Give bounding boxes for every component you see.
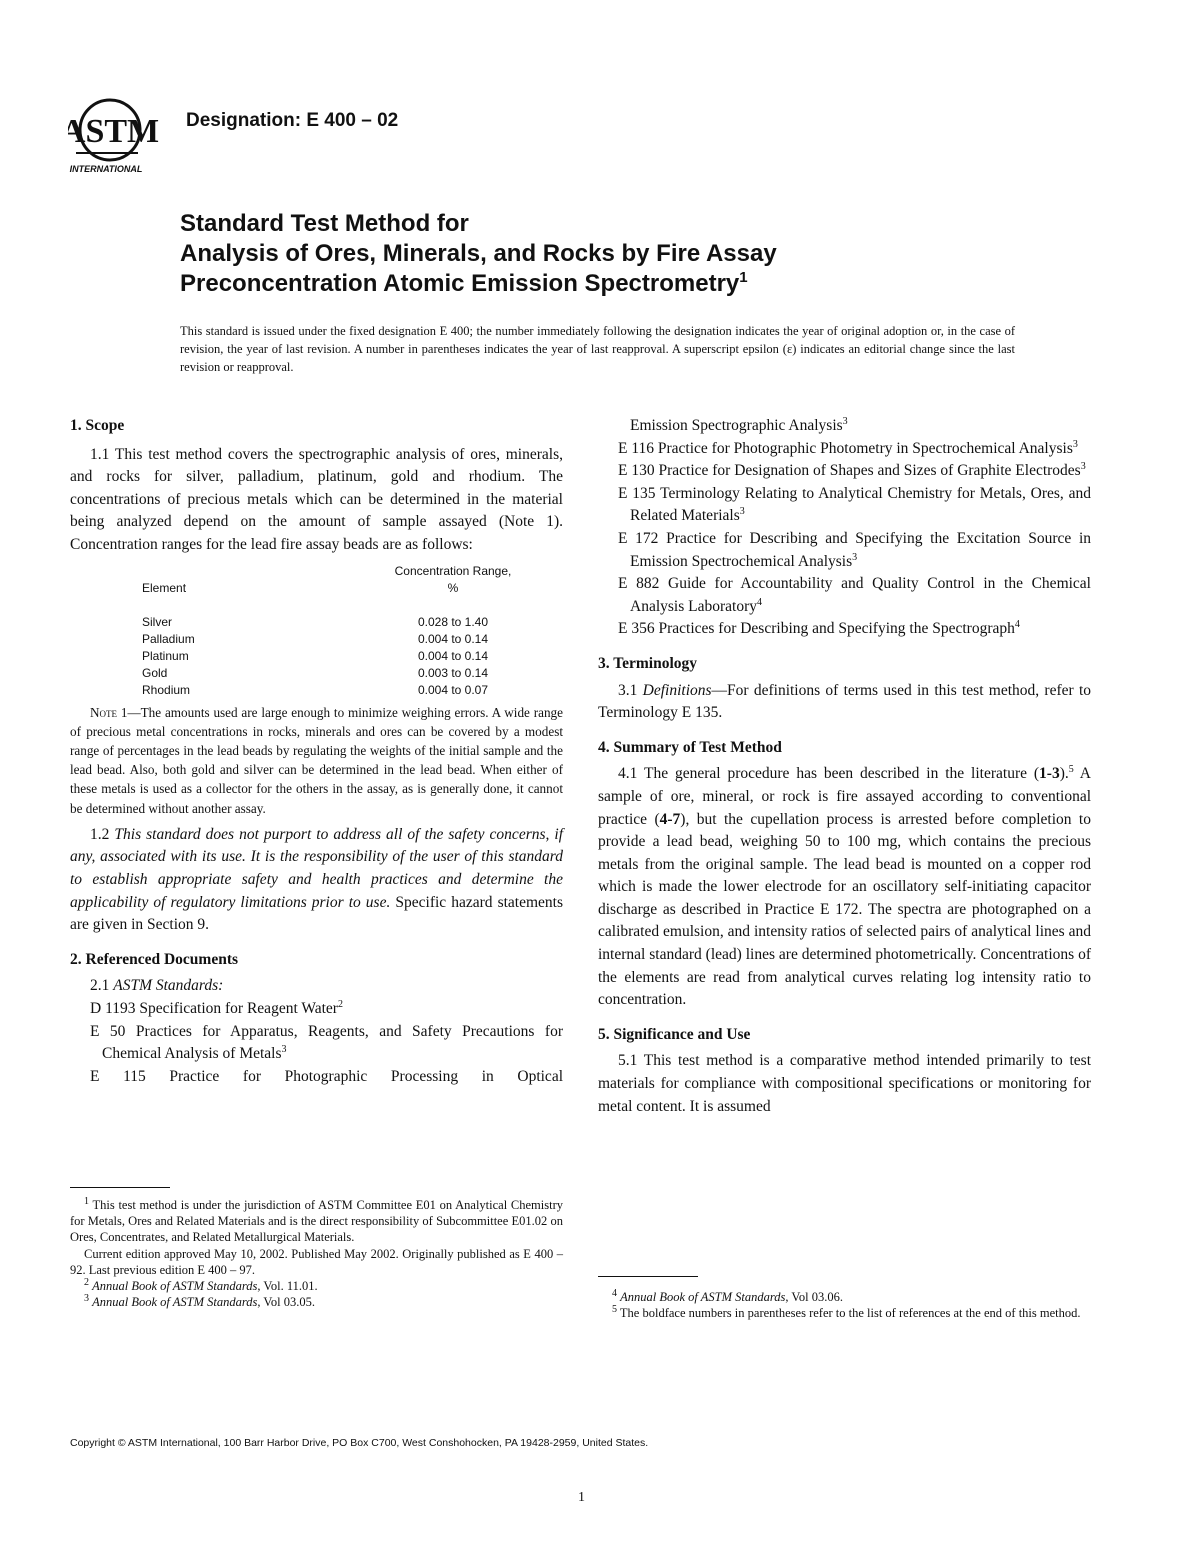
footnote-5: $^5$ The boldface numbers in parentheses refer to the list of references at the end of this method. (612, 1304, 1081, 1321)
section-heading-scope: 1. Scope (70, 417, 125, 434)
document-title (180, 209, 777, 299)
safety-statement: This standard does not purport to address all of the safety concerns, if any, associated with its use. It is the responsibility of the user of this standard to establish appropriate safety and health practices and determine the applicability of regulatory limitations prior to use. (70, 825, 564, 911)
table-cell-range: 0.004 to 0.14 (417, 648, 489, 663)
table-cell-element: Silver (142, 614, 173, 629)
title-line-3: Preconcentration Atomic Emission Spectrometry$^1$ (180, 269, 748, 297)
ref-e130: E 130 Practice for Designation of Shapes and Sizes of Graphite Electrodes$^3$ (618, 461, 1086, 480)
footnote-4: $^4$ Annual Book of ASTM Standards, Vol 03.06. (612, 1287, 843, 1304)
logo-subtext: INTERNATIONAL (69, 164, 143, 174)
table-header-element: Element (142, 580, 187, 595)
table-cell-range: 0.004 to 0.07 (417, 682, 489, 697)
standard-preamble: This standard is issued under the fixed designation E 400; the number immediately following the designation indicates the year of original adoption or, in the case of revision, the year of last revision. A number in parentheses indicates the year of last reapproval. A superscript epsilon (ε) indicates an editorial change since the last revision or reapproval. (180, 324, 1015, 374)
paragraph-1-2: 1.2 This standard does not purport to address all of the safety concerns, if any, associated with its use. It is the responsibility of the user of this standard to establish appropriate safety and health practices and determine the applicability of regulatory limitations prior to use. Specific hazard statements are given in Section 9. (70, 825, 564, 934)
title-line-1: Standard Test Method for (180, 210, 469, 237)
footnote-3: $^3$ Annual Book of ASTM Standards, Vol 03.05. (84, 1293, 315, 1310)
ref-e115-continued: Emission Spectrographic Analysis$^3$ (630, 415, 848, 434)
table-cell-element: Rhodium (142, 682, 191, 697)
ref-e116: E 116 Practice for Photographic Photometry in Spectrochemical Analysis$^3$ (618, 438, 1078, 457)
astm-logo (68, 94, 172, 176)
section-heading-significance: 5. Significance and Use (598, 1025, 751, 1043)
paragraph-5-1: 5.1 This test method is a comparative method intended primarily to test materials for compliance with compositional specifications or monitoring for metal content. It is assumed (598, 1052, 1091, 1115)
table-row (142, 631, 518, 648)
note-text: —The amounts used are large enough to minimize weighing errors. A wide range of precious metal concentrations in rocks, minerals and ores can be covered by a modest range of percentages in the lead beads by regulating the weights of the initial sample and the lead bead. Also, both gold and silver can be determined in the lead bead. When either of these metals is used as a collector for the others in the assay, as is generally done, it cannot be determined without another assay. (70, 704, 563, 816)
table-cell-range: 0.004 to 0.14 (417, 631, 489, 646)
ref-d1193: D 1193 Specification for Reagent Water$^2$ (90, 998, 343, 1017)
ref-e356: E 356 Practices for Describing and Specifying the Spectrograph$^4$ (618, 619, 1020, 638)
table-header-percent: % (447, 580, 459, 595)
table-row (142, 614, 518, 631)
section-heading-summary: 4. Summary of Test Method (598, 738, 782, 756)
right-column (598, 415, 1091, 1118)
paragraph-1-1: 1.1 This test method covers the spectrographic analysis of ores, minerals, and rocks for silver, palladium, platinum, gold and rhodium. The concentrations of precious metals which can be determined in the material being analyzed depend on the amount of sample assayed (Note 1). Concentration ranges for the lead fire assay beads are as follows: (70, 445, 563, 553)
copyright-notice: Copyright © ASTM International, 100 Barr Harbor Drive, PO Box C700, West Conshohocken, PA 19428-2959, United States. (70, 1437, 649, 1449)
page-number: 1 (578, 1490, 585, 1505)
paragraph-3-1: 3.1 Definitions—For definitions of terms used in this test method, refer to Terminology E 135. (598, 681, 1092, 722)
table-cell-element: Platinum (142, 648, 189, 663)
footnote-1-current-edition: Current edition approved May 10, 2002. Published May 2002. Originally published as E 400 – 92. Last previous edition E 400 – 97. (70, 1246, 563, 1277)
title-line-2: Analysis of Ores, Minerals, and Rocks by Fire Assay (180, 240, 777, 267)
table-cell-range: 0.028 to 1.40 (417, 614, 489, 629)
section-heading-referenced-documents: 2. Referenced Documents (70, 950, 239, 968)
table-row (142, 665, 518, 682)
note-label: Note 1 (90, 704, 128, 720)
footnote-rule-right (598, 1276, 698, 1277)
title-footnote-mark: 1 (739, 269, 748, 286)
footnote-1: $^1$ This test method is under the jurisdiction of ASTM Committee E01 on Analytical Chemistry for Metals, Ores and Related Materials and is the direct responsibility of Subcommittee E01.02 on Ores, Concentrates, and Related Metallurgical Materials. (70, 1195, 563, 1245)
ref-e115: E 115 Practice for Photographic Processing in Optical (90, 1067, 563, 1085)
paragraph-2-1: 2.1 ASTM Standards: (90, 977, 224, 995)
ref-e135: E 135 Terminology Relating to Analytical Chemistry for Metals, Ores, and Related Materials$^3$ (618, 484, 1091, 525)
footnotes-left (70, 1197, 563, 1310)
footnote-2: $^2$ Annual Book of ASTM Standards, Vol. 11.01. (84, 1276, 318, 1294)
table-row (142, 648, 518, 665)
table-cell-range: 0.003 to 0.14 (417, 665, 489, 680)
paragraph-4-1: 4.1 The general procedure has been described in the literature (1-3).$^5$ A sample of ore, mineral, or rock is fire assayed according to conventional practice (4-7), but the cupellation process is arrested before completion to provide a lead bead, weighing 50 to 100 mg, which contains the precious metals from the original sample. The lead bead is mounted on a copper rod which is made the lower electrode for an oscillatory self-initiating capacitor discharge as described in Practice E 172. The spectra are photographed on a calibrated emulsion, and intensity ratios of selected pairs of analytical lines and internal standard (lead) lines are determined photometrically. Concentrations of the elements are read from analytical curves relating log intensity ratio to concentration. (598, 764, 1091, 1009)
table-cell-element: Palladium (142, 631, 195, 646)
footnotes-right (598, 1289, 1091, 1321)
ref-e172: E 172 Practice for Describing and Specifying the Excitation Source in Emission Spectrochemical Analysis$^3$ (618, 529, 1091, 570)
designation: Designation: E 400 – 02 (186, 110, 399, 131)
concentration-table (142, 563, 518, 699)
left-column (70, 415, 563, 1088)
note-1 (70, 703, 563, 818)
ref-e50: E 50 Practices for Apparatus, Reagents, and Safety Precautions for Chemical Analysis of Metals$^3$ (90, 1022, 563, 1063)
section-heading-terminology: 3. Terminology (598, 654, 698, 672)
ref-e882: E 882 Guide for Accountability and Quality Control in the Chemical Analysis Laboratory$^4$ (618, 575, 1091, 615)
table-row (142, 682, 518, 699)
table-cell-element: Gold (142, 665, 168, 680)
table-header-range: Concentration Range, (394, 563, 512, 578)
footnote-rule-left (70, 1187, 170, 1188)
logo-text: ASTM (68, 113, 160, 150)
